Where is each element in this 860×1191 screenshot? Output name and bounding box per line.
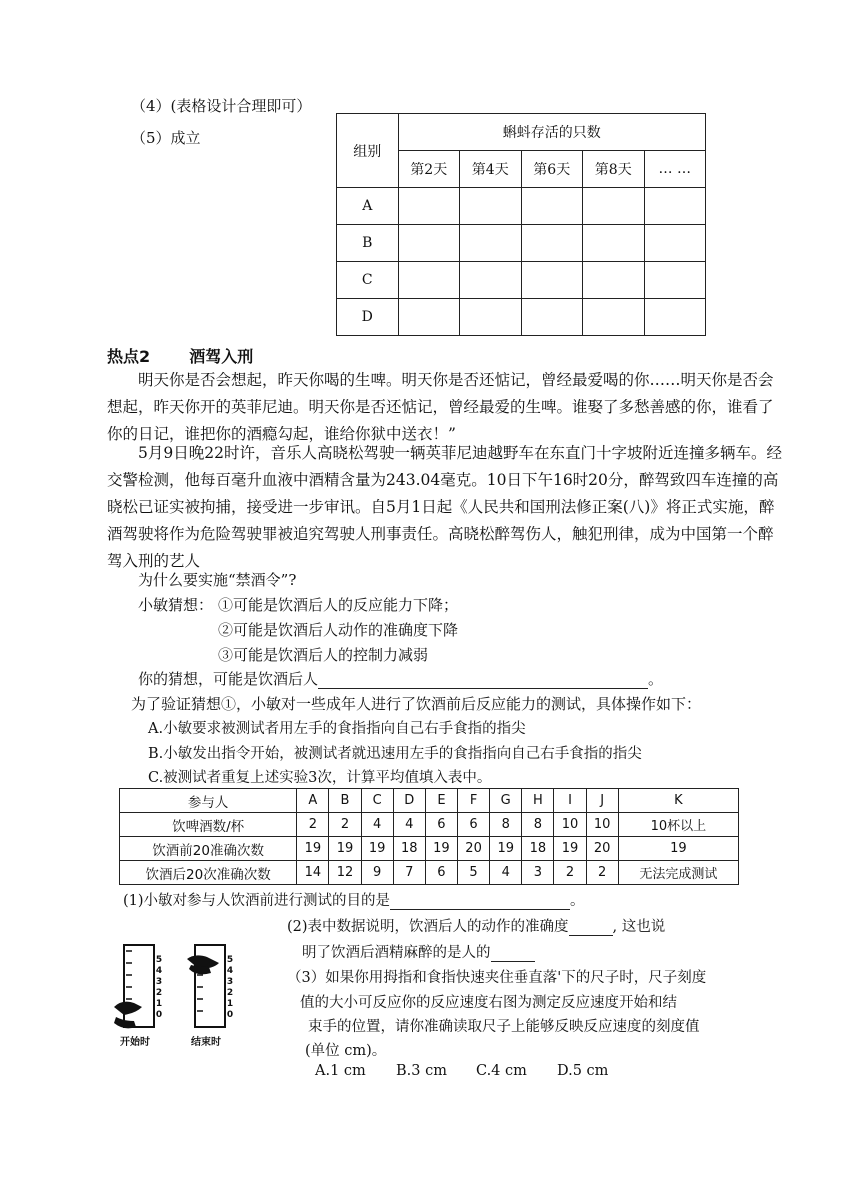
participant-id: F	[458, 789, 490, 813]
table-cell: 18	[522, 837, 554, 861]
poem-text: 明天你是否会想起，昨天你喝的生啤。明天你是否还惦记，曾经最爱喝的你……明天你是否会想起，昨天你开的英菲尼迪。明天你是否还惦记，曾经最爱的生啤。谁娶了多愁善感的你，谁看了你的日记，谁把你的酒瘾勾起，谁给你狱中送衣！”	[107, 371, 774, 443]
empty-cell	[521, 188, 583, 225]
scale-label: 4	[226, 966, 234, 976]
hotspot-label: 热点2	[107, 347, 151, 366]
ruler-caption: 开始时	[120, 1037, 150, 1048]
table-cell: 4	[361, 813, 393, 837]
table-cell: 5	[458, 861, 490, 885]
empty-cell	[398, 225, 460, 262]
table-cell: 7	[393, 861, 425, 885]
question-2-text: (2)表中数据说明，饮酒后人的动作的准确度	[287, 919, 569, 935]
news-text: 5月9日晚22时许，音乐人高晓松驾驶一辆英菲尼迪越野车在东直门十字坡附近连撞多辆车。经交警检测，他每百毫升血液中酒精含量为243.04毫克。10日下午16时20分，醉驾致四车连撞的高晓松已证实被拘捕，接受进一步审讯。自5月1日起《人民共和国刑法修正案(八)》将正式实施，醉酒驾驶将作为危险驾驶罪被追究驾驶人刑事责任。高晓松醉驾伤人，触犯刑律，成为中国第一个醉驾入刑的艺人	[107, 444, 782, 570]
scale-label: 0	[226, 1010, 234, 1020]
empty-cell	[521, 299, 583, 336]
your-guess-blank[interactable]	[318, 674, 648, 689]
scale-label: 5	[226, 955, 234, 965]
answer-blank[interactable]	[390, 895, 570, 910]
table-cell: 无法完成测试	[618, 861, 738, 885]
table-cell: 19	[425, 837, 457, 861]
your-guess-suffix: 。	[648, 670, 664, 688]
hotspot-title: 酒驾入刑	[189, 347, 254, 366]
scale-label: 2	[226, 988, 234, 998]
group-label: B	[337, 225, 399, 262]
q5-note: （5）成立	[131, 129, 201, 147]
group-header: 组别	[337, 114, 399, 188]
empty-cell	[583, 188, 645, 225]
question-2	[287, 915, 665, 936]
drinking-test-table	[119, 788, 739, 885]
table-row	[337, 188, 706, 225]
participant-id: G	[490, 789, 522, 813]
why-question: 为什么要实施“禁酒令”?	[138, 571, 297, 589]
day-header: 第4天	[460, 151, 522, 188]
empty-cell	[583, 225, 645, 262]
empty-cell	[521, 262, 583, 299]
table-cell: 6	[458, 813, 490, 837]
empty-cell	[644, 188, 706, 225]
participant-id: B	[329, 789, 361, 813]
group-label: D	[337, 299, 399, 336]
empty-cell	[583, 262, 645, 299]
row-label: 饮啤酒数/杯	[120, 813, 297, 837]
participant-header: 参与人	[120, 789, 297, 813]
empty-cell	[460, 188, 522, 225]
empty-cell	[460, 299, 522, 336]
participant-id: E	[425, 789, 457, 813]
guess-item: ②可能是饮酒后人动作的准确度下降	[218, 621, 459, 639]
option-c[interactable]: C.4 cm	[476, 1063, 527, 1079]
question-1-text: (1)小敏对参与人饮酒前进行测试的目的是	[123, 893, 391, 909]
step-item: A.小敏要求被测试者用左手的食指指向自己右手食指的指尖	[148, 721, 526, 737]
table-cell: 20	[458, 837, 490, 861]
poem-paragraph	[107, 367, 787, 448]
table-cell: 4	[490, 861, 522, 885]
step-item: B.小敏发出指令开始，被测试者就迅速用左手的食指指向自己右手食指的指尖	[148, 746, 642, 762]
your-guess-prefix: 你的猜想，可能是饮酒后人	[138, 670, 319, 688]
guess-item: ③可能是饮酒后人的控制力减弱	[218, 646, 429, 664]
table-row	[120, 813, 739, 837]
table-cell: 2	[297, 813, 329, 837]
question-2-text-end: , 这也说	[612, 919, 666, 935]
table-cell: 2	[329, 813, 361, 837]
table-cell: 3	[522, 861, 554, 885]
participant-id: K	[618, 789, 738, 813]
table-cell: 19	[329, 837, 361, 861]
empty-cell	[521, 225, 583, 262]
question-1-end: 。	[570, 893, 585, 909]
hotspot-heading	[107, 344, 253, 367]
table-cell: 8	[490, 813, 522, 837]
scale-label: 2	[155, 988, 163, 998]
table-row	[120, 837, 739, 861]
day-header: 第8天	[583, 151, 645, 188]
empty-cell	[644, 262, 706, 299]
guess-intro: 小敏猜想：	[138, 596, 214, 614]
ruler-start-figure	[112, 941, 172, 1048]
ruler-caption: 结束时	[191, 1037, 221, 1048]
table-row	[120, 789, 739, 813]
participant-id: D	[393, 789, 425, 813]
participant-id: A	[297, 789, 329, 813]
question-2-text-2: 明了饮酒后酒精麻醉的是人的	[302, 945, 491, 961]
table-cell: 20	[586, 837, 618, 861]
scale-label: 1	[155, 999, 163, 1009]
participant-id: H	[522, 789, 554, 813]
day-header: 第2天	[398, 151, 460, 188]
table-row	[337, 262, 706, 299]
ruler-scale	[225, 955, 235, 1021]
verify-text: 为了验证猜想①，小敏对一些成年人进行了饮酒前后反应能力的测试，具体操作如下：	[131, 695, 702, 713]
table-cell: 14	[297, 861, 329, 885]
empty-cell	[644, 299, 706, 336]
participant-id: I	[554, 789, 586, 813]
q4-note: （4）(表格设计合理即可）	[131, 97, 312, 115]
table-cell: 19	[490, 837, 522, 861]
question-1	[123, 889, 585, 910]
news-paragraph	[107, 440, 787, 575]
scale-label: 3	[226, 977, 234, 987]
your-guess	[138, 668, 663, 689]
table-cell: 4	[393, 813, 425, 837]
scale-label: 0	[155, 1010, 163, 1020]
group-label: A	[337, 188, 399, 225]
question-3-line: (单位 cm)。	[305, 1043, 387, 1059]
table-cell: 2	[554, 861, 586, 885]
table-cell: 19	[554, 837, 586, 861]
option-d[interactable]: D.5 cm	[557, 1063, 609, 1079]
empty-cell	[398, 262, 460, 299]
scale-label: 3	[155, 977, 163, 987]
tadpole-table-title: 蝌蚪存活的只数	[398, 114, 706, 151]
table-cell: 9	[361, 861, 393, 885]
question-3-line: （3）如果你用拇指和食指快速夹住垂直落'下的尺子时，尺子刻度	[287, 970, 707, 986]
table-cell: 18	[393, 837, 425, 861]
table-cell: 12	[329, 861, 361, 885]
table-cell: 10杯以上	[618, 813, 738, 837]
answer-blank[interactable]	[569, 921, 613, 936]
question-3-line: 值的大小可反应你的反应速度右图为测定反应速度开始和结	[300, 995, 677, 1011]
ruler-end-figure	[183, 941, 243, 1048]
ruler-scale	[154, 955, 164, 1021]
answer-blank[interactable]	[491, 947, 535, 962]
tadpole-table	[336, 113, 706, 336]
participant-id: C	[361, 789, 393, 813]
row-label: 饮酒后20次准确次数	[120, 861, 297, 885]
table-cell: 6	[425, 813, 457, 837]
table-cell: 2	[586, 861, 618, 885]
group-label: C	[337, 262, 399, 299]
empty-cell	[583, 299, 645, 336]
scale-label: 5	[155, 955, 163, 965]
table-cell: 8	[522, 813, 554, 837]
table-cell: 6	[425, 861, 457, 885]
table-row	[120, 861, 739, 885]
guess-item: ①可能是饮酒后人的反应能力下降；	[218, 596, 459, 614]
empty-cell	[644, 225, 706, 262]
table-cell: 10	[554, 813, 586, 837]
day-header: … …	[644, 151, 706, 188]
empty-cell	[460, 262, 522, 299]
table-cell: 19	[297, 837, 329, 861]
empty-cell	[398, 299, 460, 336]
table-cell: 10	[586, 813, 618, 837]
empty-cell	[398, 188, 460, 225]
row-label: 饮酒前20准确次数	[120, 837, 297, 861]
table-cell: 19	[618, 837, 738, 861]
option-b[interactable]: B.3 cm	[396, 1063, 447, 1079]
question-2-line2	[302, 941, 535, 962]
question-3-line: 束手的位置，请你准确读取尺子上能够反映反应速度的刻度值	[308, 1019, 700, 1035]
table-row	[337, 225, 706, 262]
scale-label: 4	[155, 966, 163, 976]
participant-id: J	[586, 789, 618, 813]
day-header: 第6天	[521, 151, 583, 188]
empty-cell	[460, 225, 522, 262]
option-a[interactable]: A.1 cm	[315, 1063, 366, 1079]
scale-label: 1	[226, 999, 234, 1009]
table-row	[337, 299, 706, 336]
step-item: C.被测试者重复上述实验3次，计算平均值填入表中。	[148, 770, 492, 786]
table-cell: 19	[361, 837, 393, 861]
